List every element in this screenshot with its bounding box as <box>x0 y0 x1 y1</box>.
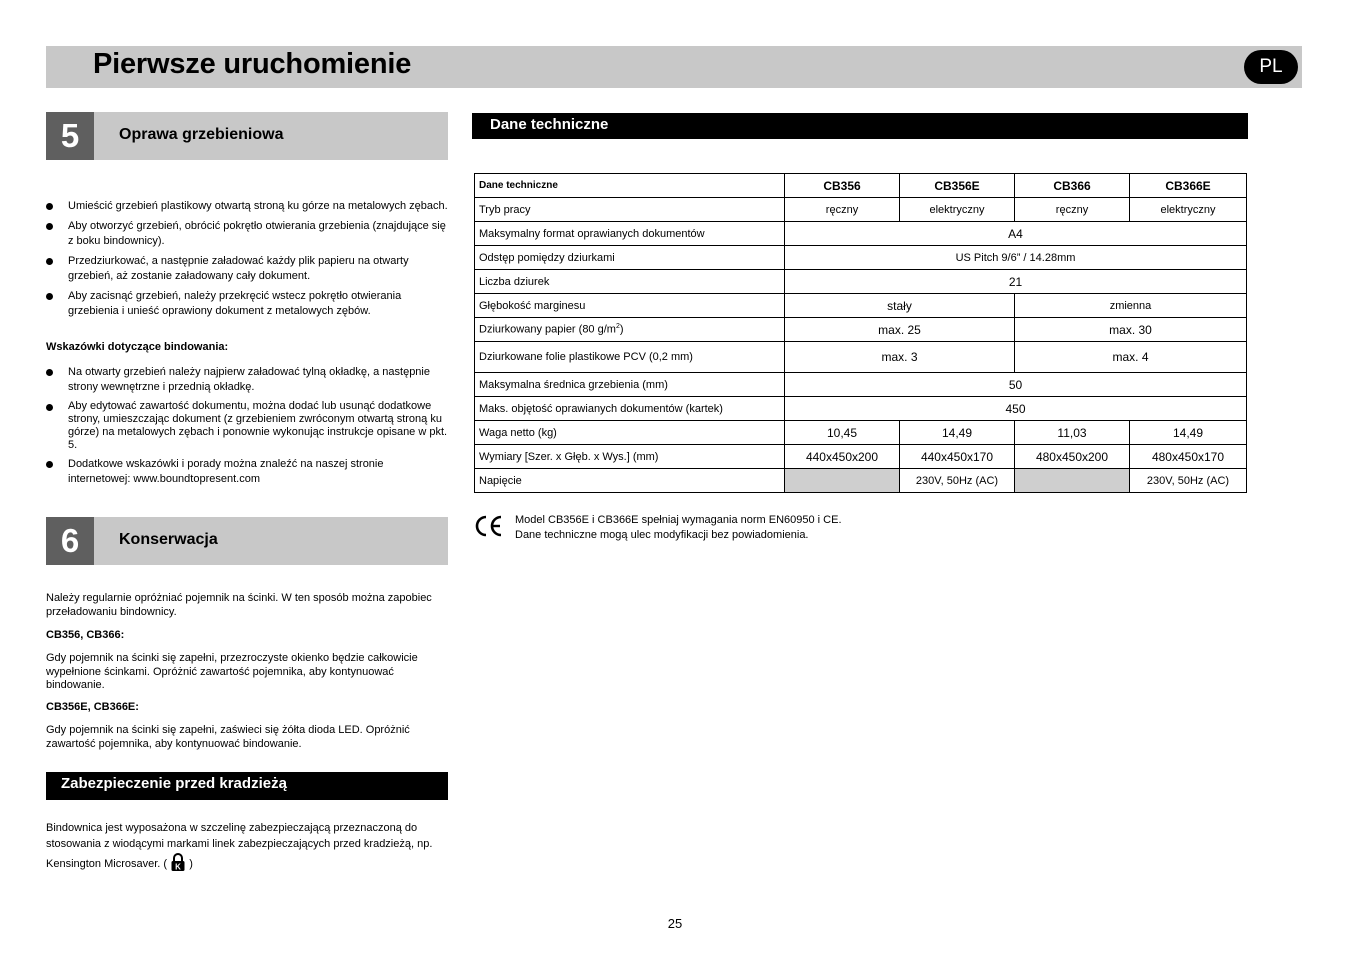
section-5-header <box>46 112 448 160</box>
table-cell: US Pitch 9/6” / 14.28mm <box>785 246 1247 270</box>
table-cell: max. 25 <box>785 318 1015 342</box>
page-header <box>46 46 1302 88</box>
model-header: CB366E <box>1130 174 1247 198</box>
bullet-icon <box>46 461 53 468</box>
table-cell-empty <box>1015 469 1130 493</box>
table-cell: 14,49 <box>900 421 1015 445</box>
table-cell: 10,45 <box>785 421 900 445</box>
list-item: Przedziurkować, a następnie załadować każdy plik papieru na otwarty grzebień, aż zostanie załadowany cały dokument. <box>46 254 448 284</box>
bullet-icon <box>46 293 53 300</box>
bullet-icon <box>46 258 53 265</box>
compliance-note <box>515 513 842 543</box>
list-item: Dodatkowe wskazówki i porady można znaleźć na naszej stronie internetowej: www.boundtopresent.com <box>46 457 448 487</box>
table-cell: max. 30 <box>1015 318 1247 342</box>
table-cell: ręczny <box>1015 198 1130 222</box>
table-cell: 14,49 <box>1130 421 1247 445</box>
models-heading-b: CB356E, CB366E: <box>46 701 139 713</box>
bullet-icon <box>46 203 53 210</box>
row-label: Dziurkowany papier (80 $g/m^2$) <box>475 318 785 342</box>
list-item: Aby zacisnąć grzebień, należy przekręcić wstecz pokrętło otwierania grzebienia i unieść oprawiony dokument z metalowych zębów. <box>46 289 448 319</box>
page-number: 25 <box>667 916 683 931</box>
tips-heading: Wskazówki dotyczące bindowania: <box>46 341 229 353</box>
specs-table <box>474 173 1247 493</box>
list-item: Aby edytować zawartość dokumentu, można dodać lub usunąć dodatkowe strony, umieszczając dokument (z grzebieniem zwróconym otwartą stroną ku górze) na metalowych zębach i ponownie wykonując instrukcje opisane w pkt. 5. <box>46 400 448 452</box>
table-cell: 440x450x200 <box>785 445 900 469</box>
table-row <box>475 198 1247 222</box>
bullet-icon <box>46 404 53 411</box>
table-row <box>475 270 1247 294</box>
model-header: CB366 <box>1015 174 1130 198</box>
model-header: CB356E <box>900 174 1015 198</box>
table-cell: zmienna <box>1015 294 1247 318</box>
table-cell: ręczny <box>785 198 900 222</box>
table-cell: A4 <box>785 222 1247 246</box>
theft-protection-title: Zabezpieczenie przed kradzieżą <box>61 775 287 792</box>
table-header-row <box>475 174 1247 198</box>
table-cell: 21 <box>785 270 1247 294</box>
table-row <box>475 445 1247 469</box>
table-cell: stały <box>785 294 1015 318</box>
table-header-label: Dane techniczne <box>475 174 785 198</box>
table-cell: 440x450x170 <box>900 445 1015 469</box>
table-row <box>475 246 1247 270</box>
bullet-icon <box>46 369 53 376</box>
table-row <box>475 469 1247 493</box>
specs-header <box>472 113 1248 139</box>
table-cell: 480x450x200 <box>1015 445 1130 469</box>
row-label: Maks. objętość oprawianych dokumentów (kartek) <box>475 397 785 421</box>
specs-title: Dane techniczne <box>490 116 609 133</box>
models-heading-a: CB356, CB366: <box>46 629 125 641</box>
list-item: Aby otworzyć grzebień, obrócić pokrętło otwierania grzebienia (znajdujące się z boku bindownicy). <box>46 219 448 249</box>
row-label: Maksymalna średnica grzebienia (mm) <box>475 373 785 397</box>
row-label: Napięcie <box>475 469 785 493</box>
row-label: Wymiary [Szer. x Głęb. x Wys.] (mm) <box>475 445 785 469</box>
row-label: Dziurkowane folie plastikowe PCV (0,2 mm) <box>475 342 785 373</box>
row-label: Liczba dziurek <box>475 270 785 294</box>
row-label: Głębokość marginesu <box>475 294 785 318</box>
table-cell: 450 <box>785 397 1247 421</box>
compliance-note-line-1: Model CB356E i CB366E spełniaj wymagania norm EN60950 i CE. <box>515 514 842 526</box>
section-5-title: Oprawa grzebieniowa <box>119 126 284 143</box>
row-label: Odstęp pomiędzy dziurkami <box>475 246 785 270</box>
list-item: Na otwarty grzebień należy najpierw załadować tylną okładkę, a następnie strony wewnętrzne i przednią okładkę. <box>46 365 448 395</box>
theft-protection-text: Bindownica jest wyposażona w szczelinę zabezpieczającą przeznaczoną do stosowania z wiodącymi markami linek zabezpieczających przed kradzieżą, np. Kensington Microsaver. ( K ) <box>46 822 433 872</box>
row-label: Maksymalny format oprawianych dokumentów <box>475 222 785 246</box>
maintenance-intro: Należy regularnie opróżniać pojemnik na ścinki. W ten sposób można zapobiec przeładowaniu bindownicy. <box>46 592 432 618</box>
table-cell: 11,03 <box>1015 421 1130 445</box>
section-6-title: Konserwacja <box>119 531 218 548</box>
ce-mark-icon <box>474 512 504 540</box>
bullet-icon <box>46 223 53 230</box>
row-label: Tryb pracy <box>475 198 785 222</box>
table-cell: 230V, 50Hz (AC) <box>1130 469 1247 493</box>
table-cell: elektryczny <box>900 198 1015 222</box>
section-6-number: 6 <box>46 517 94 565</box>
table-cell: 50 <box>785 373 1247 397</box>
table-row <box>475 318 1247 342</box>
table-row <box>475 373 1247 397</box>
table-row <box>475 397 1247 421</box>
page-title: Pierwsze uruchomienie <box>93 48 412 80</box>
section-5-number: 5 <box>46 112 94 160</box>
table-cell: max. 4 <box>1015 342 1247 373</box>
comb-binding-steps <box>46 199 448 324</box>
language-badge: PL <box>1244 50 1298 84</box>
maintenance-text-b: Gdy pojemnik na ścinki się zapełni, zaświeci się żółta dioda LED. Opróżnić zawartość pojemnika, aby kontynuować bindowanie. <box>46 724 410 750</box>
table-cell: max. 3 <box>785 342 1015 373</box>
kensington-lock-icon <box>170 852 186 872</box>
model-header: CB356 <box>785 174 900 198</box>
section-6-header <box>46 517 448 565</box>
table-cell: elektryczny <box>1130 198 1247 222</box>
table-row <box>475 342 1247 373</box>
compliance-note-line-2: Dane techniczne mogą ulec modyfikacji bez powiadomienia. <box>515 529 809 541</box>
svg-text:K: K <box>175 862 182 872</box>
maintenance-text-a: Gdy pojemnik na ścinki się zapełni, przezroczyste okienko będzie całkowicie wypełnione ścinkami. Opróżnić zawartość pojemnika, aby kontynuować bindowanie. <box>46 652 418 691</box>
table-cell: 480x450x170 <box>1130 445 1247 469</box>
table-cell: 230V, 50Hz (AC) <box>900 469 1015 493</box>
list-item: Umieścić grzebień plastikowy otwartą stroną ku górze na metalowych zębach. <box>46 199 448 214</box>
table-cell-empty <box>785 469 900 493</box>
table-row <box>475 421 1247 445</box>
table-row <box>475 294 1247 318</box>
theft-protection-header <box>46 772 448 800</box>
row-label: Waga netto (kg) <box>475 421 785 445</box>
table-row <box>475 222 1247 246</box>
binding-tips <box>46 365 448 492</box>
